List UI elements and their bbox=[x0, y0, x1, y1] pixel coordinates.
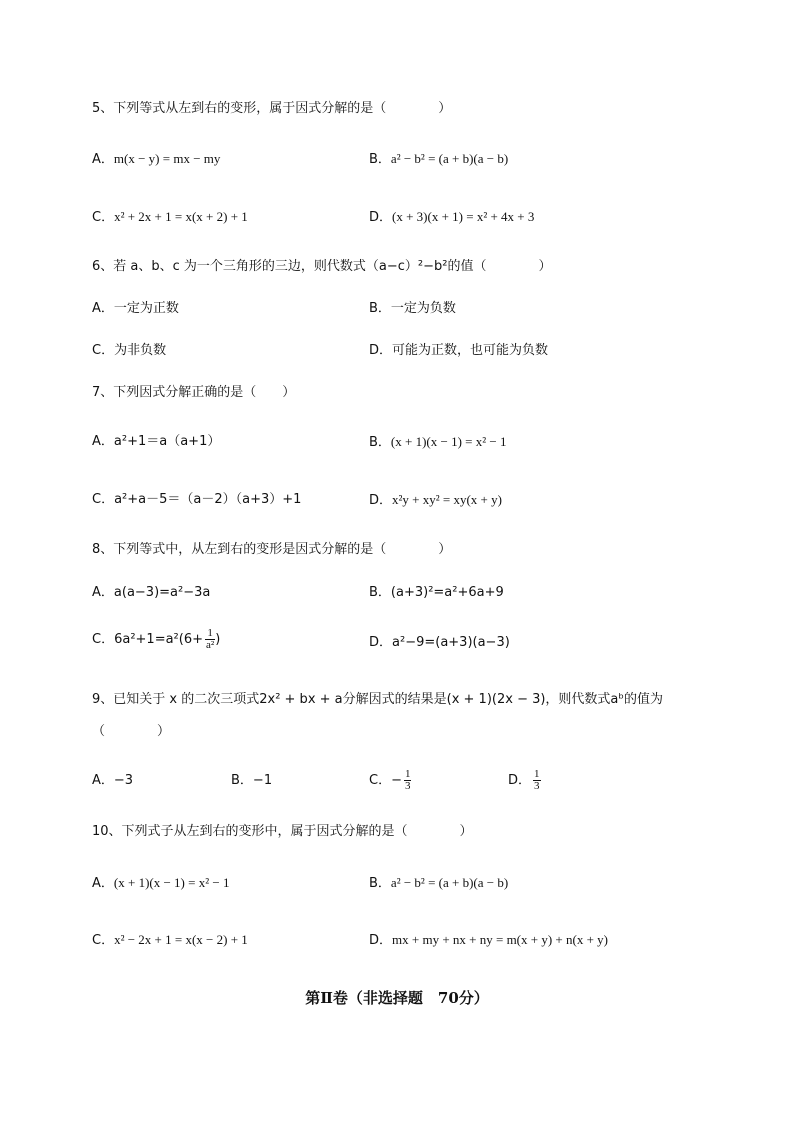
option-text: a²+1＝a（a+1） bbox=[113, 434, 221, 449]
q9-option-a bbox=[92, 768, 133, 794]
fraction-denominator: a² bbox=[206, 639, 215, 651]
q9-option-b bbox=[231, 768, 272, 794]
option-label: B． bbox=[369, 301, 391, 316]
q5-option-c bbox=[92, 208, 248, 227]
option-text: m(x − y) = mx − my bbox=[113, 151, 221, 166]
q10-option-c bbox=[92, 931, 248, 950]
minus-sign: − bbox=[391, 773, 402, 788]
q10-option-b bbox=[369, 874, 508, 893]
q5-option-b bbox=[369, 150, 508, 169]
option-label: B． bbox=[369, 585, 391, 600]
section-title: 第Ⅱ卷（非选择题 70分） bbox=[305, 989, 489, 1007]
option-text: a² − b² = (a + b)(a − b) bbox=[390, 875, 509, 890]
fraction-denominator: 3 bbox=[534, 780, 540, 792]
option-text: −3 bbox=[113, 773, 134, 788]
option-label: B． bbox=[369, 876, 391, 891]
option-label: C． bbox=[92, 210, 115, 225]
option-text: a²+a－5＝（a－2）（a+3）+1 bbox=[114, 492, 302, 507]
option-text: (x + 3)(x + 1) = x² + 4x + 3 bbox=[392, 209, 535, 224]
q8-option-c bbox=[92, 627, 220, 653]
q9-stem: 9、已知关于 x 的二次三项式2x² + bx + a分解因式的结果是(x + 1)(2x − 3)，则代数式aᵇ的值为 bbox=[92, 692, 663, 707]
option-text: 可能为正数，也可能为负数 bbox=[392, 343, 549, 358]
option-label: D． bbox=[369, 343, 393, 358]
option-label: C． bbox=[92, 632, 115, 647]
q5-option-a bbox=[92, 150, 220, 169]
q5-option-d bbox=[369, 208, 534, 227]
option-label: D． bbox=[369, 210, 393, 225]
option-label: A． bbox=[92, 434, 114, 449]
fraction bbox=[404, 769, 412, 792]
option-text: a²−9=(a+3)(a−3) bbox=[392, 635, 510, 650]
option-text-tail: ) bbox=[215, 632, 221, 647]
option-label: A． bbox=[92, 585, 114, 600]
option-text: x²y + xy² = xy(x + y) bbox=[392, 492, 502, 507]
option-text: (x + 1)(x − 1) = x² − 1 bbox=[113, 875, 230, 890]
q6-stem: 6、若 a、b、c 为一个三角形的三边，则代数式（a−c）²−b²的值（ ） bbox=[92, 259, 552, 274]
q7-stem: 7、下列因式分解正确的是（ ） bbox=[92, 385, 296, 400]
option-label: D． bbox=[369, 493, 393, 508]
option-label: B． bbox=[369, 152, 391, 167]
option-label: B． bbox=[369, 435, 391, 450]
option-label: A． bbox=[92, 301, 114, 316]
option-text: (a+3)²=a²+6a+9 bbox=[390, 585, 504, 600]
option-label: A． bbox=[92, 876, 114, 891]
option-text: 一定为负数 bbox=[390, 301, 456, 316]
option-text: −1 bbox=[252, 773, 273, 788]
option-text: 6a²+1=a²(6+ bbox=[114, 632, 203, 647]
option-label: A． bbox=[92, 773, 114, 788]
option-label: D． bbox=[369, 933, 393, 948]
option-text: 为非负数 bbox=[114, 343, 167, 358]
option-text: mx + my + nx + ny = m(x + y) + n(x + y) bbox=[392, 932, 608, 947]
fraction bbox=[205, 628, 215, 651]
q6-option-a bbox=[92, 300, 179, 318]
fraction-denominator: 3 bbox=[404, 780, 411, 792]
option-label: C． bbox=[92, 492, 115, 507]
q6-option-c bbox=[92, 342, 166, 360]
q5-stem: 5、下列等式从左到右的变形，属于因式分解的是（ ） bbox=[92, 101, 452, 116]
option-text: x² − 2x + 1 = x(x − 2) + 1 bbox=[114, 932, 248, 947]
option-text: 一定为正数 bbox=[113, 301, 179, 316]
q9-stem-continued: （ ） bbox=[92, 724, 171, 739]
option-text: x² + 2x + 1 = x(x + 2) + 1 bbox=[114, 209, 248, 224]
option-label: A． bbox=[92, 152, 114, 167]
q10-option-d bbox=[369, 931, 608, 950]
fraction bbox=[533, 769, 541, 792]
q10-option-a bbox=[92, 874, 229, 893]
option-label: C． bbox=[92, 343, 115, 358]
option-label: D． bbox=[508, 773, 532, 788]
q7-option-b bbox=[369, 433, 506, 452]
fraction-numerator: 1 bbox=[534, 768, 540, 780]
option-label: D． bbox=[369, 635, 393, 650]
option-label: B． bbox=[231, 773, 253, 788]
option-label: C． bbox=[92, 933, 115, 948]
option-text: a² − b² = (a + b)(a − b) bbox=[390, 151, 509, 166]
q7-option-d bbox=[369, 491, 502, 510]
option-text: (x + 1)(x − 1) = x² − 1 bbox=[390, 434, 507, 449]
option-text: a(a−3)=a²−3a bbox=[113, 585, 211, 600]
q9-option-d bbox=[508, 768, 541, 794]
fraction-numerator: 1 bbox=[205, 628, 215, 640]
q9-option-c bbox=[369, 768, 411, 794]
option-label: C． bbox=[369, 773, 392, 788]
q8-option-a bbox=[92, 584, 210, 602]
fraction-numerator: 1 bbox=[404, 768, 411, 780]
q7-option-c bbox=[92, 491, 301, 509]
q10-stem: 10、下列式子从左到右的变形中，属于因式分解的是（ ） bbox=[92, 824, 473, 839]
q8-option-b bbox=[369, 584, 504, 602]
q6-option-d bbox=[369, 342, 548, 360]
q8-stem: 8、下列等式中，从左到右的变形是因式分解的是（ ） bbox=[92, 542, 452, 557]
q8-option-d bbox=[369, 634, 510, 652]
q6-option-b bbox=[369, 300, 456, 318]
q7-option-a bbox=[92, 433, 220, 451]
